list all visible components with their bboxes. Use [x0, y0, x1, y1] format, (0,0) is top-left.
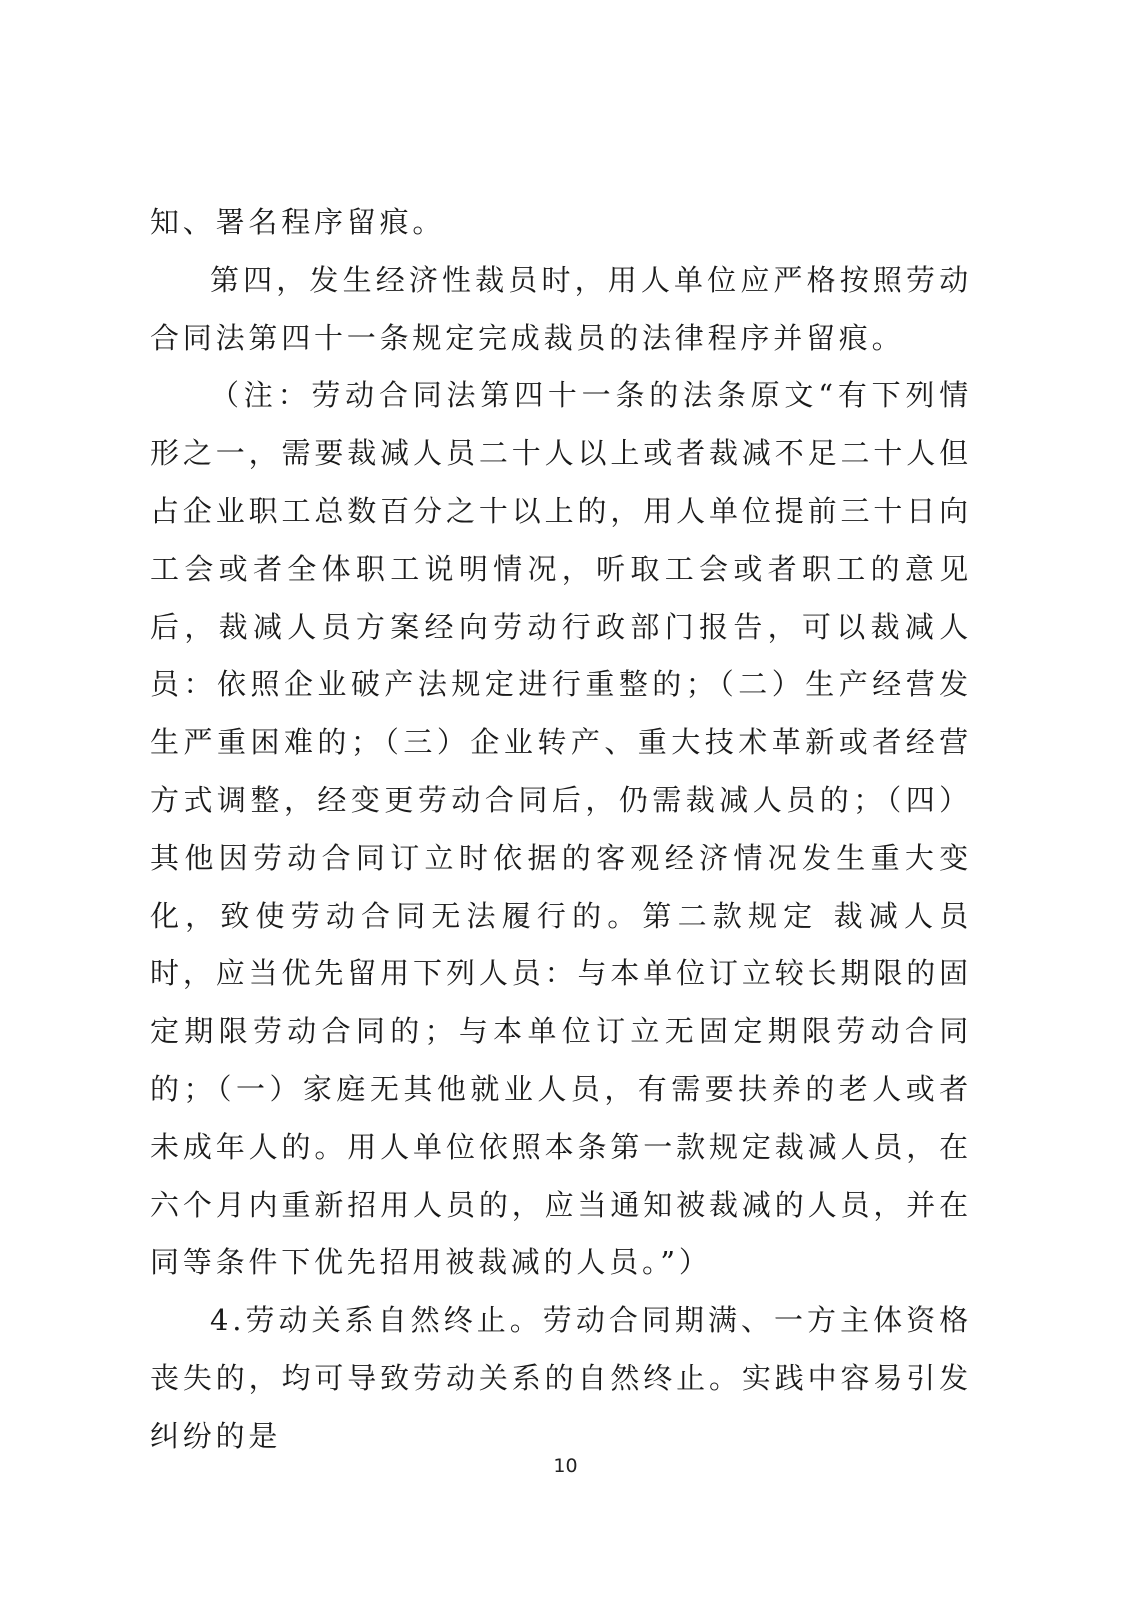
- paragraph-fourth-point: 第四，发生经济性裁员时，用人单位应严格按照劳动合同法第四十一条规定完成裁员的法律程序并留痕。: [150, 262, 972, 355]
- paragraph-continuation: 知、署名程序留痕。: [150, 205, 446, 239]
- paragraph-legal-note: （注：劳动合同法第四十一条的法条原文“有下列情形之一，需要裁减人员二十人以上或者裁减不足二十人但占企业职工总数百分之十以上的，用人单位提前三十日向工会或者全体职工说明情况，听取工会或者职工的意见后，裁减人员方案经向劳动行政部门报告，可以裁减人员：依照企业破产法规定进行重整的；（二）生产经营发生严重困难的；（三）企业转产、重大技术革新或者经营方式调整，经变更劳动合同后，仍需裁减人员的；（四）其他因劳动合同订立时依据的客观经济情况发生重大变化，致使劳动合同无法履行的。第二款规定 裁减人员时，应当优先留用下列人员：与本单位订立较长期限的固定期限劳动合同的；与本单位订立无固定期限劳动合同的；（一）家庭无其他就业人员，有需要扶养的老人或者未成年人的。用人单位依照本条第一款规定裁减人员，在六个月内重新招用人员的，应当通知被裁减的人员，并在同等条件下优先招用被裁减的人员。”）: [150, 378, 972, 1280]
- page-number: 10: [553, 1455, 578, 1477]
- body-text: [150, 194, 972, 1466]
- paragraph-natural-termination: 4.劳动关系自然终止。劳动合同期满、一方主体资格丧失的，均可导致劳动关系的自然终止。实践中容易引发纠纷的是: [150, 1303, 972, 1453]
